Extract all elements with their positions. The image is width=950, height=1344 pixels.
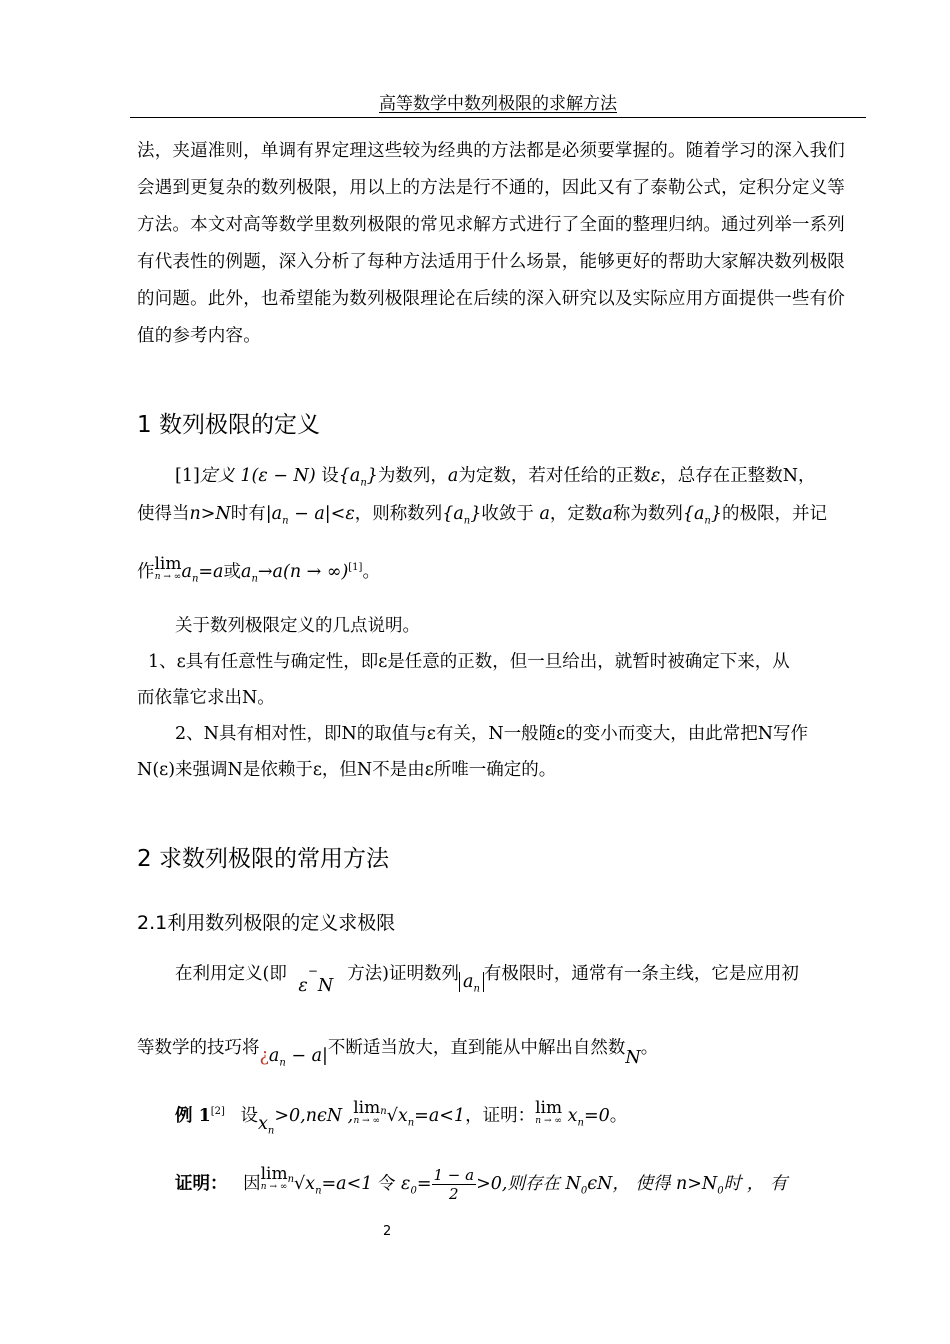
header-rule	[130, 117, 866, 118]
notes-title: 关于数列极限定义的几点说明。	[175, 616, 420, 636]
section-1-heading: 1 数列极限的定义	[137, 412, 320, 438]
definition-label: 定义 1	[199, 466, 252, 486]
example-label: 例 1	[175, 1105, 211, 1126]
intro-paragraph: 法，夹逼准则，单调有界定理这些较为经典的方法都是必须要掌握的。随着学习的深入我们会遇到更复杂的数列极限，用以上的方法是行不通的，因此又有了泰勒公式，定积分定义等方法。本文对高等数学里数列极限的常见求解方式进行了全面的整理归纳。通过列举一系列有代表性的例题，深入分析了每种方法适用于什么场景，能够更好的帮助大家解决数列极限的问题。此外，也希望能为数列极限理论在后续的深入研究以及实际应用方面提供一些有价值的参考内容。	[137, 141, 845, 346]
definition-line-3: 作 lim n → ∞ $a_n=a$或$a_n\to a(n \to \infty)[1]$。	[137, 554, 380, 585]
definition-line-2: 使得当n>N时有$|a_n - a|<\varepsilon$，则称数列$\{a_n\}$收敛于 a，定数a称为数列$\{a_n\}$的极限，并记	[137, 504, 828, 527]
running-header	[130, 92, 866, 116]
section-2-heading: 2 求数列极限的常用方法	[137, 846, 389, 872]
definition-line-1: [1]定义 1(ε − N) 设$\{a_n\}$为数列，a为定数，若对任给的正数ε，总存在正整数N，	[175, 466, 816, 489]
note-2-line-2: N(ε)来强调N是依赖于ε，但N不是由ε所唯一确定的。	[137, 760, 557, 780]
note-1-line-2: 而依靠它求出N。	[137, 688, 275, 708]
method-line-2: 等数学的技巧将¿$a_n - a|$不断适当放大，直到能从中解出自然数N。	[137, 1038, 659, 1069]
note-1-line-1: 1、ε具有任意性与确定性，即ε是任意的正数，但一旦给出，就暂时被确定下来，从	[148, 652, 790, 672]
proof-line: 证明： 因 lim n → ∞ $^n√x_n=a<1$ 令 $\varepsilon_0=$ $\frac{1 - a}{2}$ >0,则存在 $N_0\epsilon N$， 使得 $n>N_0$时 ， 有	[175, 1164, 788, 1203]
limit-operator: lim n → ∞	[154, 554, 182, 582]
example-1: 例 1[2] 设$x_n>0,n\epsilon N$ , lim n → ∞ $^n√x_n=a<1$，证明： lim n → ∞ $x_n=0$。	[175, 1098, 628, 1137]
method-line-1: 在利用定义(即 ε−N方法)证明数列 $a_n$有极限时，通常有一条主线，它是应用初	[175, 964, 799, 996]
proof-label: 证明：	[175, 1174, 228, 1194]
seq-a-n: $\{a_n\}$	[338, 466, 378, 489]
page-number: 2	[383, 1224, 392, 1239]
note-2-line-1: 2、N具有相对性，即N的取值与ε有关，N一般随ε的变小而变大，由此常把N写作	[175, 724, 809, 744]
subsection-2-1-heading: 2.1利用数列极限的定义求极限	[137, 912, 396, 934]
header-title: 高等数学中数列极限的求解方法	[379, 94, 617, 114]
definition-paren: (ε − N)	[251, 466, 316, 486]
definition-ref: [1]	[175, 466, 200, 486]
